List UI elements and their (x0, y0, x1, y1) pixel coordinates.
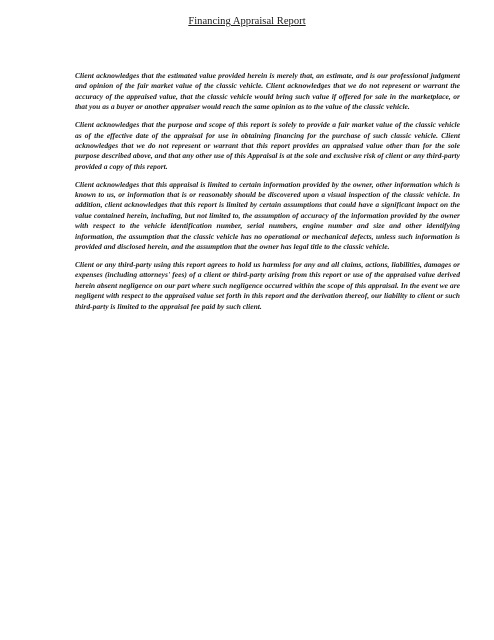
document-body (75, 71, 460, 320)
paragraph-purpose-scope: Client acknowledges that the purpose and scope of this report is solely to provide a fair market value of the classic vehicle as of the effective date of the appraisal for use in obtaining financing for the purchase of such classic vehicle. Client acknowledges that we do not represent or warrant that this report provides an appraised value other than for the sole purpose described above, and that any other use of this Appraisal is at the sole and exclusive risk of client or any third-party provided a copy of this report. (75, 120, 460, 171)
paragraph-limitations: Client acknowledges that this appraisal is limited to certain information provided by the owner, other information which is known to us, or information that is or reasonably should be discovered upon a visual inspection of the classic vehicle. In addition, client acknowledges that this report is limited by certain assumptions that could have a significant impact on the value contained herein, including, but not limited to, the assumption of accuracy of the information provided by the owner with respect to the vehicle identification number, serial numbers, engine number and size and other identifying information, the assumption that the classic vehicle has no operational or mechanical defects, unless such information is provided and disclosed herein, and the assumption that the owner has legal title to the classic vehicle. (75, 179, 460, 252)
page-title: Financing Appraisal Report (188, 16, 306, 27)
paragraph-hold-harmless: Client or any third-party using this report agrees to hold us harmless for any and all claims, actions, liabilities, damages or expenses (including attorneys' fees) of a client or third-party arising from this report or use of the appraised value derived herein absent negligence on our part where such negligence occurred within the scope of this appraisal. In the event we are negligent with respect to the appraised value set forth in this report and the derivation thereof, our liability to client or such third-party is limited to the appraisal fee paid by such client. (75, 260, 460, 311)
paragraph-estimate-disclaimer: Client acknowledges that the estimated value provided herein is merely that, an estimate, and is our professional judgment and opinion of the fair market value of the classic vehicle. Client acknowledges that we do not represent or warrant the accuracy of the appraised value, that the classic vehicle would bring such value if offered for sale in the marketplace, or that you as a buyer or another appraiser would reach the same opinion as to the value of the classic vehicle. (75, 71, 460, 112)
